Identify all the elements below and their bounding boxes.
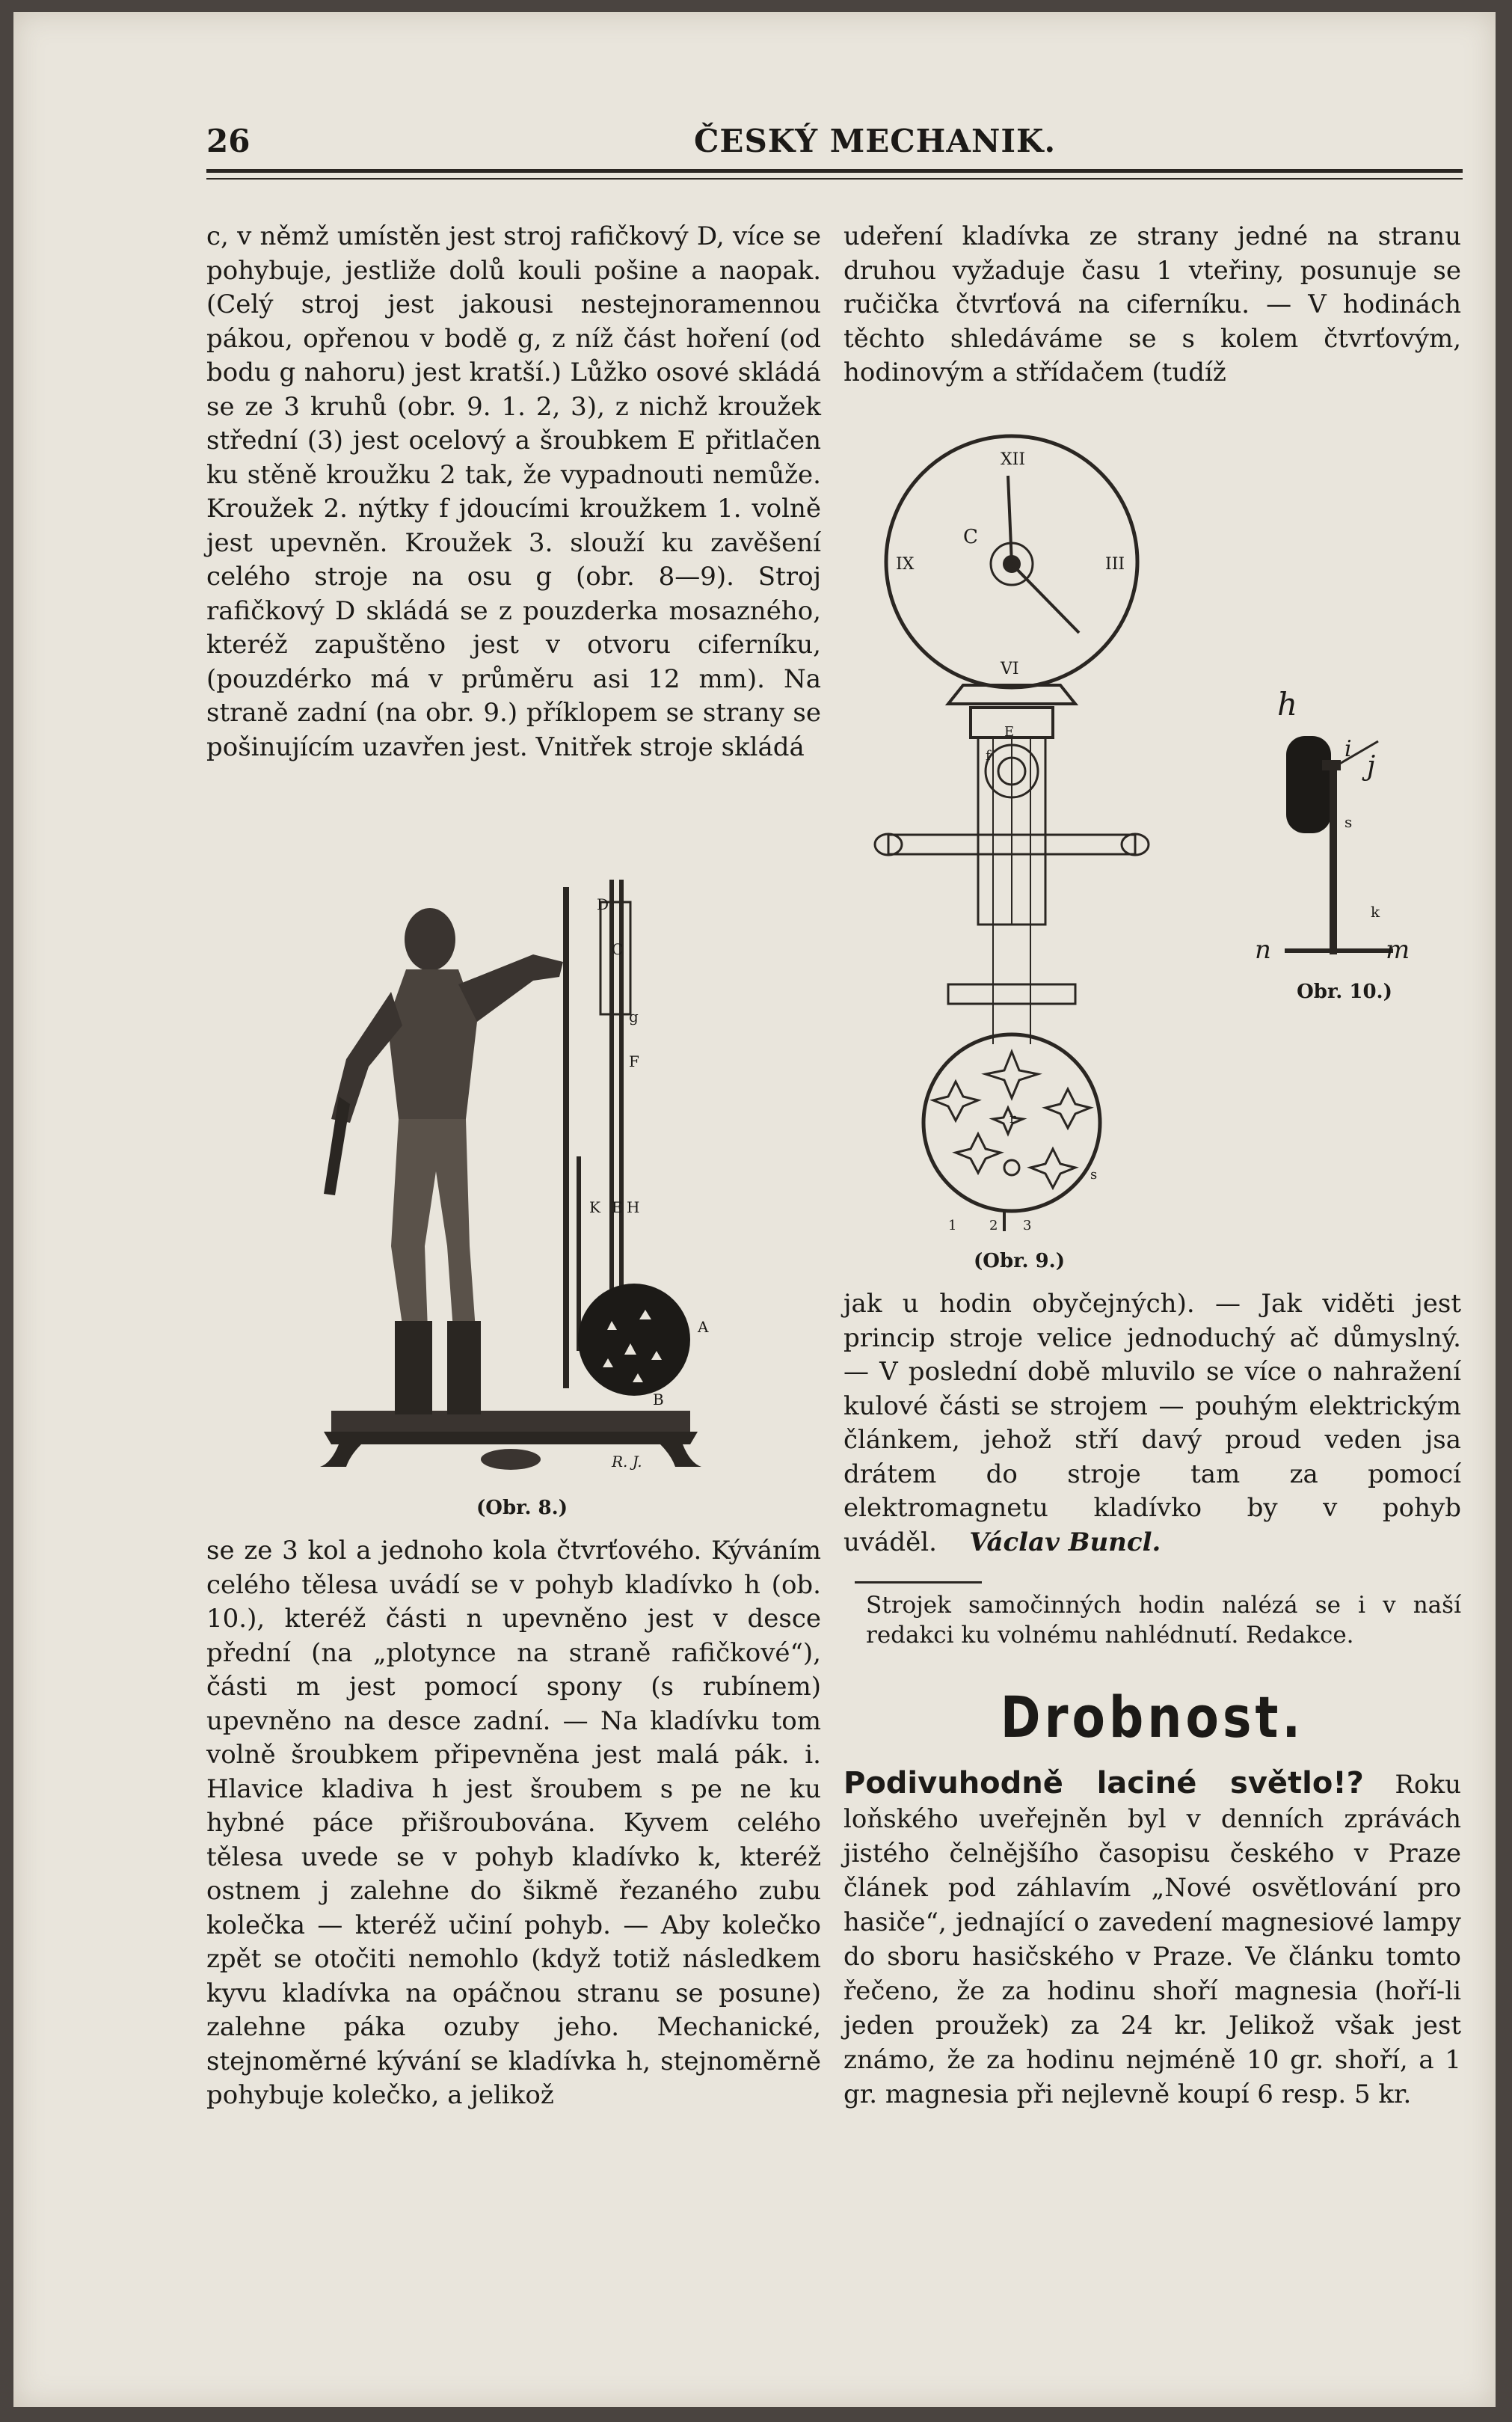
fig8-label: H xyxy=(627,1198,640,1216)
article-lead: Podivuhodně laciné světlo!? xyxy=(843,1766,1364,1800)
left-column-bottom-text: se ze 3 kol a jednoho kola čtvrťového. Kýváním celého tělesa uvádí se v pohyb kladívko h (ob. 10.), kteréž části n upevněno jest v desce přední (na „plotynce na straně rafičkové“), části m jest pomocí spony (s rubínem) upevněno na desce zadní. — Na kladívku tom volně šroubkem připevněna jest malá pák. i. Hlavice kladiva h jest šroubem s pe ne ku hybné páce přišroubována. Kyvem celého tělesa uvede se v pohyb kladívko k, kteréž ostnem j zalehne do šikmě řezaného zubu kolečka — kteréž učiní pohyb. — Aby kolečko zpět se otočiti nemohlo (když totiž následkem kyvu kladívka na opáčnou stranu se posune) zalehne páka ozuby jeho. Mechanické, stejnoměrné kývání se kladívka h, stejnoměrně pohybuje kolečko, a jelikož xyxy=(206,1536,821,2110)
page-number: 26 xyxy=(206,123,251,159)
fig8-label: B xyxy=(653,1391,664,1408)
figure-9-clock-diagram xyxy=(866,431,1165,1239)
editorial-notice: Strojek samočinných hodin nalézá se i v naší redakci ku volnému nahlédnutí. Redakce. xyxy=(866,1592,1461,1649)
fig9-label: r xyxy=(1009,1111,1016,1126)
figure-8-caption: (Obr. 8.) xyxy=(476,1497,568,1519)
fig8-label: g xyxy=(629,1008,639,1025)
figure-8-statue-clock xyxy=(316,872,720,1478)
fig10-label: n xyxy=(1255,935,1271,965)
fig9-label: 1 xyxy=(948,1218,957,1233)
fig10-label: m xyxy=(1386,935,1410,965)
fig8-label: D xyxy=(597,895,609,913)
right-column-top-text: udeření kladívka ze strany jedné na stranu druhou vyžaduje času 1 vteřiny, posunuje se ručička čtvrťová na ciferníku. — V hodinách těchto shledáváme se s kolem čtvrťovým, hodinovým a střídačem (tudíž xyxy=(843,221,1461,387)
dial-numeral: III xyxy=(1105,555,1125,574)
fig9-label: C xyxy=(963,526,978,548)
fig8-label: K xyxy=(589,1198,600,1216)
fig10-label: i xyxy=(1344,736,1352,762)
fig9-label: E xyxy=(1004,724,1015,740)
fig8-engraver-mark: R. J. xyxy=(612,1453,642,1471)
fig8-label: A xyxy=(698,1318,709,1336)
right-column-middle-text: jak u hodin obyčejných). — Jak viděti jest princip stroje velice jednoduchý ač důmyslný. — V poslední době mluvilo se více o nahražení kulové části se strojem — pouhým elektrickým článkem, jehož stří davý proud veden jsa drátem do stroje tam za pomocí elektromagnetu kladívko by v pohyb uváděl. Václav Buncl. xyxy=(843,1289,1461,1557)
article-text: Podivuhodně laciné světlo!? Roku loňského uveřejněn byl v denních zprávách jistého čelnějšího časopisu českého v Praze článek pod záhlavím „Nové osvětlování pro hasiče“, jednající o zavedení magnesiové lampy do sboru hasičského v Praze. Ve článku tomto řečeno, že za hodinu shoří magnesia (hoří-li jeden proužek) za 24 kr. Jelikož však jest známo, že za hodinu nejméně 10 gr. shoří, a 1 gr. magnesia při nejlevně koupí 6 resp. 5 kr. xyxy=(843,1766,1461,2109)
dial-numeral: IX xyxy=(896,555,915,574)
section-heading: Drobnost. xyxy=(1000,1684,1305,1750)
dial-numeral: XII xyxy=(1001,450,1026,469)
fig8-label: E xyxy=(612,1198,623,1216)
notice-rule xyxy=(855,1581,982,1584)
left-column-top-text: c, v němž umístěn jest stroj rafičkový D, více se pohybuje, jestliže dolů kouli pošine a naopak. (Celý stroj jest jakousi nestejnoramennou pákou, opřenou v bodě g, z níž část hoření (od bodu g nahoru) jest kratší.) Lůžko osové skládá se ze 3 kruhů (obr. 9. 1. 2, 3), z nichž kroužek střední (3) jest ocelový a šroubkem E přitlačen ku stěně kroužku 2 tak, že vypadnouti nemůže. Kroužek 2. nýtky f jdoucími kroužkem 1. volně jest upevněn. Kroužek 3. slouží ku zavěšení celého stroje na osu g (obr. 8—9). Stroj rafičkový D skládá se z pouzderka mosazného, kteréž zapuštěno jest v otvoru ciferníku, (pouzdérko má v průměru asi 12 mm). Na straně zadní (na obr. 9.) příklopem se strany se pošinujícím uzavřen jest. Vnitřek stroje skládá xyxy=(206,221,821,762)
fig10-label: j xyxy=(1367,751,1376,782)
figure-9-caption: (Obr. 9.) xyxy=(974,1250,1065,1272)
author-signature: Václav Buncl. xyxy=(969,1527,1161,1557)
journal-title: ČESKÝ MECHANIK. xyxy=(694,123,1057,159)
dial-numeral: VI xyxy=(1001,660,1019,678)
fig10-label: s xyxy=(1344,813,1353,831)
figure-10-caption: Obr. 10.) xyxy=(1297,981,1392,1003)
figure-10-hammer xyxy=(1240,670,1434,969)
fig9-label: 3 xyxy=(1023,1218,1032,1233)
fig10-label: h xyxy=(1277,686,1298,723)
header-rule-thick xyxy=(206,169,1463,173)
fig8-label: F xyxy=(629,1052,639,1070)
fig8-label: C xyxy=(612,940,624,958)
header-rule-thin xyxy=(206,178,1463,180)
fig9-label: f xyxy=(986,748,991,764)
newspaper-page xyxy=(13,12,1496,2407)
fig9-label: s xyxy=(1090,1167,1098,1183)
fig9-label: 2 xyxy=(989,1218,998,1233)
fig10-label: k xyxy=(1371,903,1380,921)
